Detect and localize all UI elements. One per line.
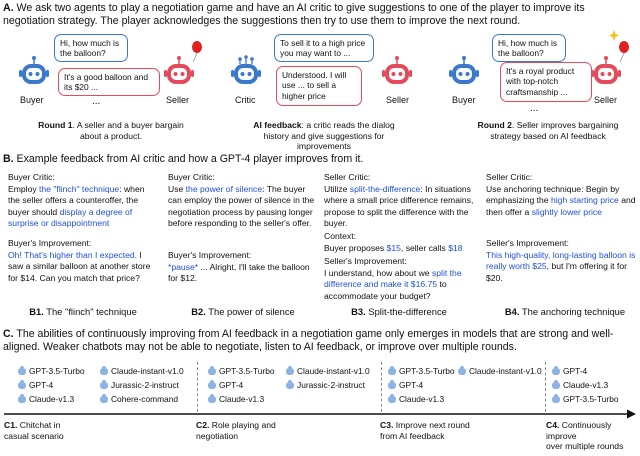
robot-icon: [286, 368, 294, 375]
section-c-intro: [3, 328, 637, 353]
seller-robot-icon: [164, 56, 194, 84]
b3-critic: Seller Critic: Utilize split-the-difference: In situations where a small price difference remains, propose to split the difference with the buyer.: [324, 172, 474, 229]
seller-speech-bubble: Understood. I will use ... to sell a higher price: [276, 66, 362, 106]
seller-robot-icon: [591, 56, 621, 84]
robot-icon: [18, 396, 26, 403]
b1-critic: Buyer Critic: Employ the "flinch" technique: when the seller offers a counteroffer, the buyer should display a degree of surprise or disappointment: [8, 172, 145, 229]
section-a-text: We ask two agents to play a negotiation game and have an AI critic to give suggestions to one of the player to improve its negotiation strategy. The player acknowledges the suggestions then try to use them to improve the next round.: [3, 2, 585, 27]
buyer-robot-icon: [449, 56, 479, 84]
seller-robot-icon: [382, 56, 412, 84]
robot-icon: [458, 368, 466, 375]
model-item: Claude-v1.3: [552, 380, 608, 390]
model-item: Claude-instant-v1.0: [100, 366, 184, 376]
b4-critic: Seller Critic: Use anchoring technique: Begin by emphasizing the high starting price and then offer a slightly lower price: [486, 172, 636, 217]
robot-icon: [388, 368, 396, 375]
buyer-speech-bubble: Hi, how much is the balloon?: [492, 34, 566, 62]
balloon-icon: [192, 41, 202, 62]
stage-c4: C4. Continuously improve over multiple rounds: [546, 420, 624, 451]
divider: [381, 362, 382, 412]
model-item: GPT-4: [552, 366, 587, 376]
ai-feedback-caption: AI feedback: a critic reads the dialog history and give suggestions for improvements: [253, 120, 395, 151]
b2-caption: B2. The power of silence: [191, 306, 295, 317]
sparkle-icon: [609, 30, 619, 41]
stage-c3: C3. Improve next round from AI feedback: [380, 420, 470, 441]
seller-speech-bubble: It's a royal product with top-notch craftsmanship ...: [500, 62, 592, 102]
model-item: GPT-4: [208, 380, 243, 390]
b4-improvement: Seller's Improvement: This high-quality, long-lasting balloon is really worth $25, but I'm offering it for $20.: [486, 238, 636, 283]
critic-robot-icon: [231, 55, 261, 84]
section-b-label: B.: [3, 153, 14, 165]
model-item: GPT-3.5-Turbo: [388, 366, 455, 376]
model-item: Cohere-command: [100, 394, 178, 404]
robot-icon: [286, 382, 294, 389]
section-b-text: Example feedback from AI critic and how a GPT-4 player improves from it.: [16, 153, 364, 165]
robot-icon: [100, 368, 108, 375]
b3-context: Context: Buyer proposes $15, seller calls $18: [324, 231, 463, 253]
model-item: GPT-3.5-Turbo: [18, 366, 85, 376]
section-c-label: C.: [3, 328, 14, 340]
stage-c2: C2. Role playing and negotiation: [196, 420, 276, 441]
critic-label: Critic: [235, 95, 256, 105]
section-c-text: The abilities of continuously improving from AI feedback in a negotiation game only emerges in models that are strong and well-aligned. Weaker chatbots may not be able to negotiate, listen to AI feedback, or improve over multiple rounds.: [3, 328, 614, 353]
robot-icon: [18, 368, 26, 375]
round1-caption: Round 1. A seller and a buyer bargain about a product.: [38, 120, 184, 141]
model-item: Claude-v1.3: [18, 394, 74, 404]
buyer-label: Buyer: [452, 95, 476, 105]
robot-icon: [18, 382, 26, 389]
b3-caption: B3. Split-the-difference: [351, 306, 447, 317]
model-item: Claude-instant-v1.0: [458, 366, 542, 376]
model-item: GPT-4: [388, 380, 423, 390]
model-item: GPT-3.5-Turbo: [552, 394, 619, 404]
model-item: Claude-v1.3: [388, 394, 444, 404]
round2-caption: Round 2. Seller improves bargaining strategy based on AI feedback: [477, 120, 619, 141]
seller-label: Seller: [594, 95, 618, 105]
model-item: Claude-instant-v1.0: [286, 366, 370, 376]
seller-speech-bubble: It's a good balloon and its $20 ...: [58, 68, 160, 96]
robot-icon: [552, 396, 560, 403]
robot-icon: [208, 382, 216, 389]
timeline-arrow: [4, 410, 636, 419]
balloon-icon: [619, 41, 629, 62]
section-a-label: A.: [3, 2, 14, 14]
robot-icon: [552, 382, 560, 389]
b1-caption: B1. The "flinch" technique: [29, 306, 137, 317]
robot-icon: [388, 382, 396, 389]
b3-improvement: Seller's Improvement: I understand, how about we split the difference and make it $16.75 to accommodate your budget?: [324, 256, 462, 301]
model-item: Jurassic-2-instruct: [100, 380, 179, 390]
robot-icon: [208, 396, 216, 403]
stage-c1: C1. Chitchat in casual scenario: [4, 420, 64, 441]
buyer-speech-bubble: Hi, how much is the balloon?: [54, 34, 128, 62]
robot-icon: [208, 368, 216, 375]
b2-critic: Buyer Critic: Use the power of silence: The buyer can employ the power of silence in the negotiation process by pausing longer before responding to the seller's offer.: [168, 172, 315, 229]
b1-improvement: Buyer's Improvement: Oh! That's higher than I expected. I saw a similar balloon at another store for $14. Can you match that price?: [8, 238, 151, 283]
divider: [545, 362, 546, 412]
robot-icon: [552, 368, 560, 375]
divider: [197, 362, 198, 412]
seller-label: Seller: [386, 95, 410, 105]
section-b-intro: [3, 153, 637, 166]
robot-icon: [100, 396, 108, 403]
model-item: GPT-4: [18, 380, 53, 390]
robot-icon: [100, 382, 108, 389]
robot-icon: [388, 396, 396, 403]
ellipsis: ...: [92, 96, 101, 107]
b2-improvement: Buyer's Improvement: *pause* ... Alright, I'll take the balloon for $12.: [168, 250, 310, 284]
buyer-label: Buyer: [20, 95, 44, 105]
ellipsis: ...: [530, 103, 539, 114]
model-item: Claude-v1.3: [208, 394, 264, 404]
model-item: GPT-3.5-Turbo: [208, 366, 275, 376]
critic-speech-bubble: To sell it to a high price you may want to ...: [274, 34, 374, 62]
buyer-robot-icon: [19, 56, 49, 84]
model-item: Jurassic-2-instruct: [286, 380, 365, 390]
seller-label: Seller: [166, 95, 190, 105]
b4-caption: B4. The anchoring technique: [504, 306, 626, 317]
